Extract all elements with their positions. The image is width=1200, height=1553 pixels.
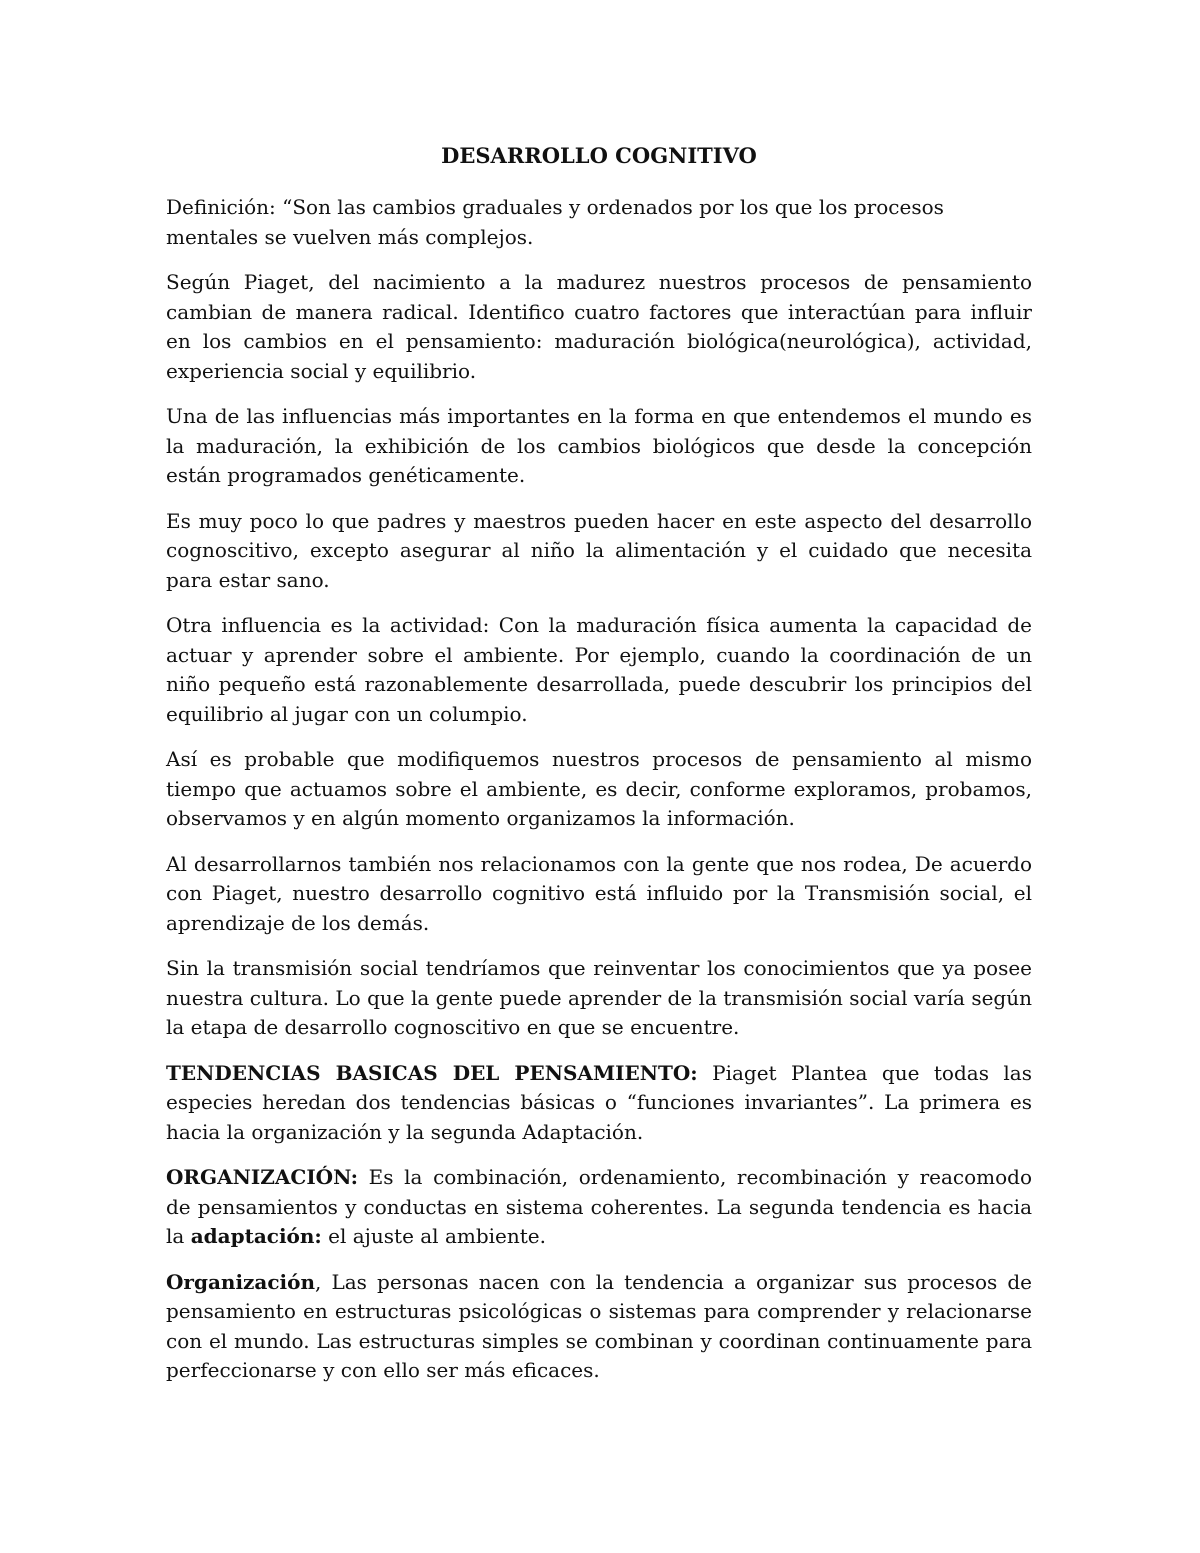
paragraph-maduracion: Una de las influencias más importantes en la forma en que entendemos el mundo es la maduración, la exhibición de los cambios biológicos que desde la concepción están programados genéticamente. xyxy=(166,404,1032,487)
document-page xyxy=(166,138,1032,1402)
organizacion-heading: ORGANIZACIÓN: xyxy=(166,1165,359,1189)
tendencias-heading: TENDENCIAS BASICAS DEL PENSAMIENTO: xyxy=(166,1060,698,1085)
paragraph-padres-maestros: Es muy poco lo que padres y maestros pueden hacer en este aspecto del desarrollo cognoscitivo, excepto asegurar al niño la alimentación y el cuidado que necesita para estar sano. xyxy=(166,508,1032,592)
paragraph-procesos: Así es probable que modifiquemos nuestros procesos de pensamiento al mismo tiempo que actuamos sobre el ambiente, es decir, conforme exploramos, probamos, observamos y en algún momento organizamos la información. xyxy=(166,747,1032,830)
paragraph-organizacion xyxy=(166,1268,1032,1386)
paragraph-definition: Definición: “Son las cambios graduales y ordenados por los que los procesos mentales se vuelven más complejos. xyxy=(166,195,944,249)
paragraph-transmision-social: Al desarrollarnos también nos relacionamos con la gente que nos rodea, De acuerdo con Piaget, nuestro desarrollo cognitivo está influido por la Transmisión social, el aprendizaje de los demás. xyxy=(166,851,1032,935)
paragraph-tendencias xyxy=(166,1059,1032,1148)
organizacion-par-heading: Organización xyxy=(166,1269,316,1294)
organizacion-text-1: Es la combinación, ordenamiento, recombinación y reacomodo de pensamientos y conductas en sistema coherentes. La segunda tendencia es hacia la xyxy=(166,1165,1032,1248)
paragraph-organizacion-definition xyxy=(166,1163,1032,1252)
organizacion-par-text: , Las personas nacen con la tendencia a organizar sus procesos de pensamiento en estructuras psicológicas o sistemas para comprender y relacionarse con el mundo. Las estructuras simples se combinan y coordinan continuamente para perfeccionarse y con ello ser más eficaces. xyxy=(166,1269,1032,1382)
tendencias-text: Piaget Plantea que todas las especies heredan dos tendencias básicas o “funciones invariantes”. La primera es hacia la organización y la segunda Adaptación. xyxy=(166,1060,1032,1144)
adaptacion-label: adaptación: xyxy=(190,1224,322,1248)
document-title: DESARROLLO COGNITIVO xyxy=(441,143,757,168)
paragraph-piaget-factors: Según Piaget, del nacimiento a la madurez nuestros procesos de pensamiento cambian de manera radical. Identifico cuatro factores que interactúan para influir en los cambios en el pensamiento: maduración biológica(neurológica), actividad, experiencia social y equilibrio. xyxy=(166,270,1032,383)
paragraph-actividad: Otra influencia es la actividad: Con la maduración física aumenta la capacidad de actuar y aprender sobre el ambiente. Por ejemplo, cuando la coordinación de un niño pequeño está razonablemente desarrollada, puede descubrir los principios del equilibrio al jugar con un columpio. xyxy=(166,613,1032,726)
organizacion-text-2: el ajuste al ambiente. xyxy=(321,1224,546,1248)
paragraph-sin-transmision: Sin la transmisión social tendríamos que reinventar los conocimientos que ya posee nuestra cultura. Lo que la gente puede aprender de la transmisión social varía según la etapa de desarrollo cognoscitivo en que se encuentre. xyxy=(166,956,1032,1039)
